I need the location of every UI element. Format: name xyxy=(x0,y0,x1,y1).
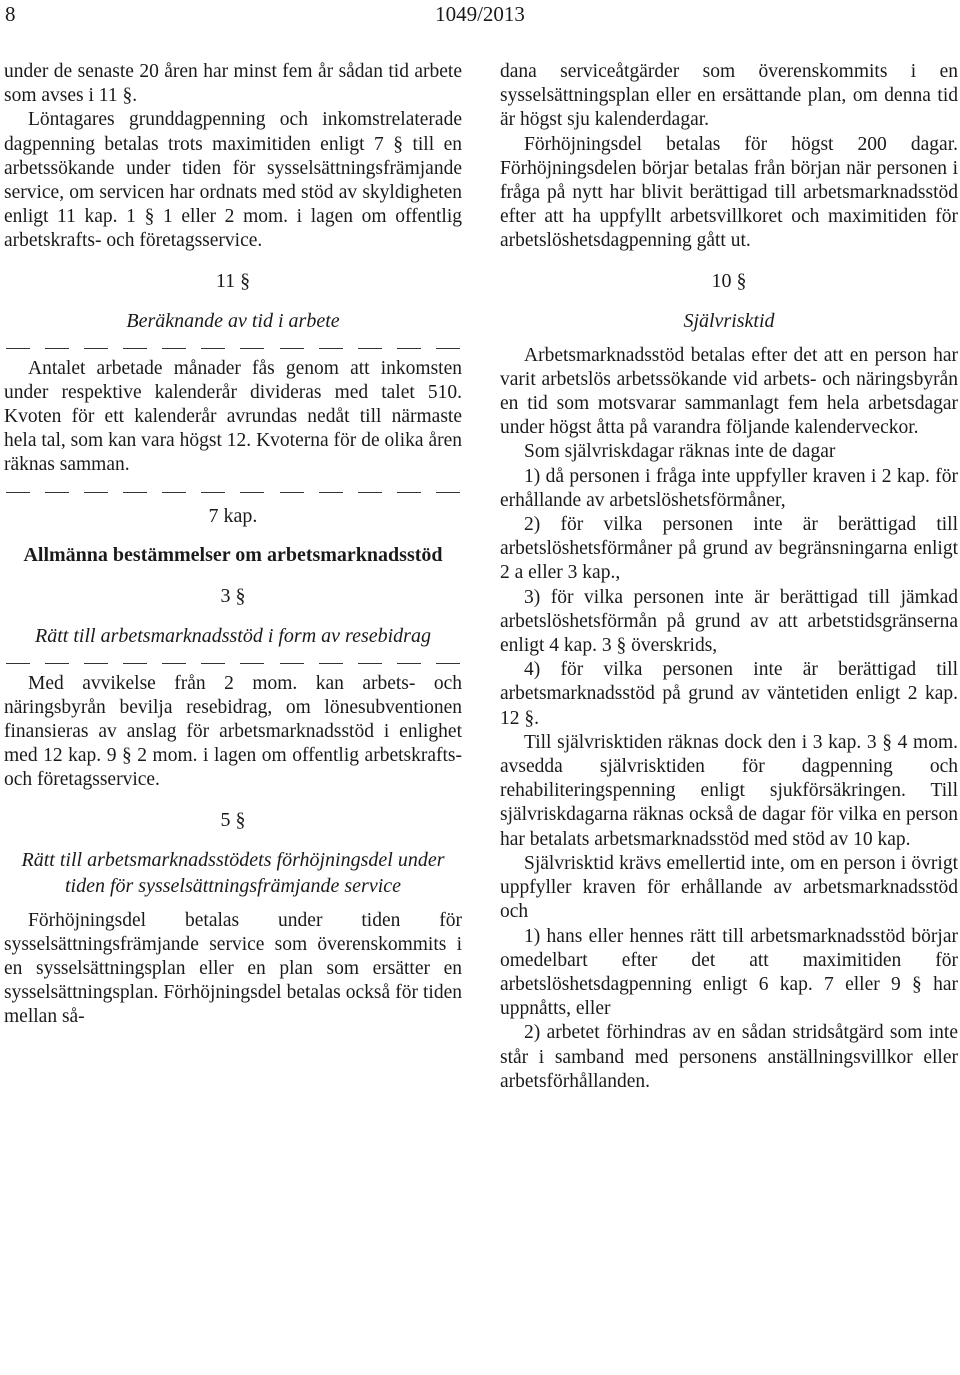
paragraph: Antalet arbetade månader fås genom att inkomsten under respektive kalenderår divideras med talet 510. Kvoten för ett kalenderår avrundas nedåt till närmaste hela tal, som kan vara högst 12. Kvoterna för de olika åren räknas samman. xyxy=(4,357,462,476)
section-title: Självrisktid xyxy=(683,309,775,332)
omission-dashes xyxy=(4,663,462,664)
omission-dashes xyxy=(4,492,462,493)
paragraph: Förhöjningsdel betalas under tiden för sysselsättningsfrämjande service som överenskommits i en sysselsättningsplan eller en plan som ersätter en sysselsättningsplan. Förhöjningsdel betalas också för tiden mellan så- xyxy=(4,909,462,1028)
list-item: 1) då personen i fråga inte uppfyller kraven i 2 kap. för erhållande av arbetslöshetsförmåner, xyxy=(500,465,958,511)
paragraph: Förhöjningsdel betalas för högst 200 dagar. Förhöjningsdelen börjar betalas från början när personen i fråga på nytt har blivit berättigad till arbetsmarknadsstöd efter att ha uppfyllt arbetsvillkoret och maximitiden för arbetslöshetsdagpenning gått ut. xyxy=(500,133,958,252)
section-title: Beräknande av tid i arbete xyxy=(126,309,340,332)
section-number: 11 § xyxy=(215,269,251,292)
section-number: 10 § xyxy=(711,269,747,292)
section-title: Rätt till arbetsmarknadsstödets förhöjningsdel under tiden för sysselsättningsfrämjande service xyxy=(21,848,445,897)
list-item: 3) för vilka personen inte är berättigad till jämkad arbetslöshetsförmån på grund av att arbetstidsgränserna enligt 4 kap. 3 § överskrids, xyxy=(500,586,958,657)
list-item: 4) för vilka personen inte är berättigad till arbetsmarknadsstöd på grund av väntetiden enligt 2 kap. 12 §. xyxy=(500,659,958,729)
paragraph: Till självrisktiden räknas dock den i 3 kap. 3 § 4 mom. avsedda självrisktiden för dagpenning och rehabiliteringspenning enligt sjukförsäkringen. Till självriskdagarna räknas också de dagar för vilka en person har betalats arbetsmarknadsstöd med stöd av 10 kap. xyxy=(500,731,958,850)
section-number: 3 § xyxy=(220,584,246,607)
paragraph: Självrisktid krävs emellertid inte, om en person i övrigt uppfyller kraven för erhållande av arbetsmarknadsstöd och xyxy=(500,852,958,923)
list-item: 1) hans eller hennes rätt till arbetsmarknadsstöd börjar omedelbart efter det att maximitiden för arbetslöshetsdagpenning enligt 6 kap. 7 eller 9 § har uppnåtts, eller xyxy=(500,925,958,1020)
omission-dashes xyxy=(4,348,462,349)
left-column xyxy=(4,60,462,1030)
paragraph: Som självriskdagar räknas inte de dagar xyxy=(524,441,836,463)
section-number: 5 § xyxy=(220,808,246,831)
chapter-title: Allmänna bestämmelser om arbetsmarknadsstöd xyxy=(23,543,443,566)
list-item: 2) arbetet förhindras av en sådan stridsåtgärd som inte står i samband med personens anställningsvillkor eller arbetsförhållanden. xyxy=(500,1022,958,1092)
paragraph: Med avvikelse från 2 mom. kan arbets- och näringsbyrån bevilja resebidrag, om lönesubventionen finansieras av anslag för arbetsmarknadsstöd i enlighet med 12 kap. 9 § 2 mom. i lagen om offentlig arbetskrafts- och företagsservice. xyxy=(4,672,462,791)
right-column xyxy=(500,60,958,1094)
section-title: Rätt till arbetsmarknadsstöd i form av resebidrag xyxy=(35,624,431,647)
paragraph: Arbetsmarknadsstöd betalas efter det att en person har varit arbetslös arbetssökande vid arbets- och näringsbyrån en tid som motsvarar sammanlagt fem hela arbetsdagar under högst åtta på varandra följande kalenderveckor. xyxy=(500,344,958,439)
chapter-number: 7 kap. xyxy=(208,504,258,527)
paragraph: under de senaste 20 åren har minst fem år sådan tid arbete som avses i 11 §. xyxy=(4,61,462,107)
statute-reference: 1049/2013 xyxy=(435,2,525,26)
paragraph: Löntagares grunddagpenning och inkomstrelaterade dagpenning betalas trots maximitiden enligt 7 § till en arbetssökande under tiden för sysselsättningsfrämjande service, om servicen har ordnats med stöd av skyldigheten enligt 11 kap. 1 § 1 eller 2 mom. i lagen om offentlig arbetskrafts- och företagsservice. xyxy=(4,109,462,252)
page-header xyxy=(0,0,960,30)
paragraph: dana serviceåtgärder som överenskommits i en sysselsättningsplan eller en ersättande plan, om denna tid är högst sju kalenderdagar. xyxy=(500,61,958,131)
page-number: 8 xyxy=(5,2,16,26)
list-item: 2) för vilka personen inte är berättigad till arbetslöshetsförmåner på grund av begränsningarna enligt 2 a eller 3 kap., xyxy=(500,514,958,584)
